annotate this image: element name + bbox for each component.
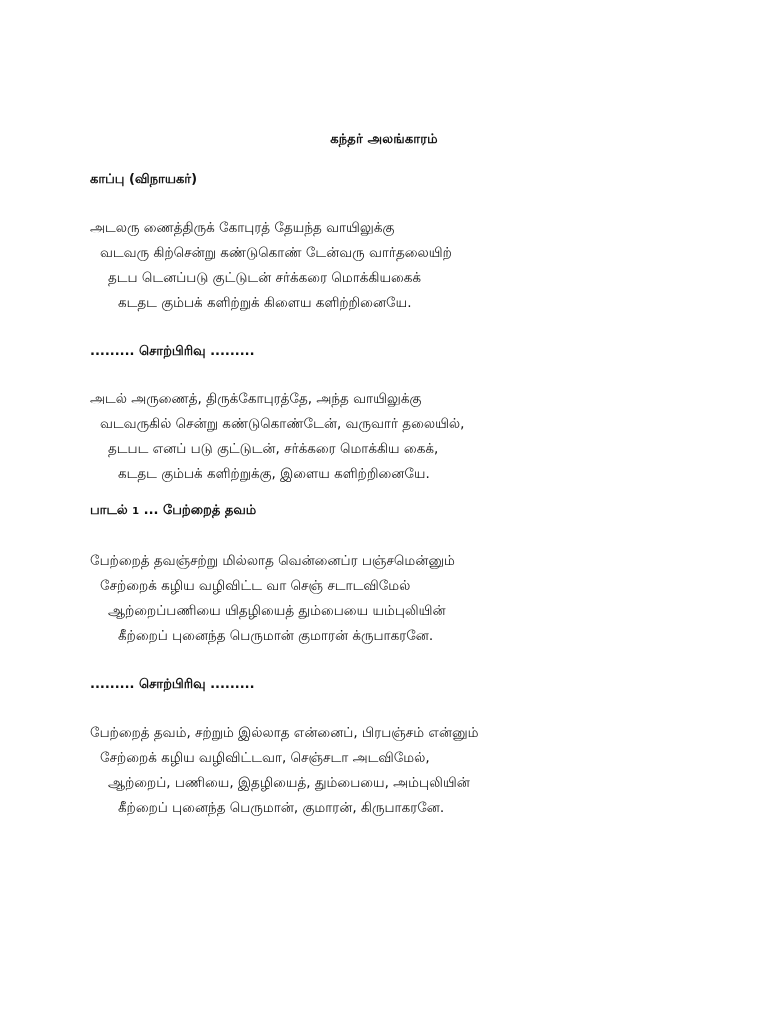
paadal-number: 1 — [132, 506, 140, 517]
verse-line: வடவரு கிற்சென்று கண்டுகொண் டேன்வரு வார்தலையிற் — [100, 245, 452, 261]
verse-line: பேற்றைத் தவஞ்சற்று மில்லாத வென்னைப்ர பஞ்சமென்னும் — [90, 553, 455, 569]
verse-line: கீற்றைப் புனைந்த பெருமான், குமாரன், கிருபாகரனே. — [118, 800, 445, 816]
paadal-1-heading — [90, 503, 256, 519]
paadal-label: பாடல் — [90, 503, 128, 518]
verse-line: ஆற்றைப்பணியை யிதழியைத் தும்பையை யம்புலியின் — [108, 603, 446, 619]
paadal-title: ... பேற்றைத் தவம் — [143, 503, 257, 518]
sorpirivu-heading: ......... சொற்பிரிவு ......... — [90, 677, 255, 692]
verse-line: சேற்றைக் கழிய வழிவிட்டவா, செஞ்சடா அடவிமேல், — [100, 750, 430, 766]
verse-line: சேற்றைக் கழிய வழிவிட்ட வா செஞ் சடாடவிமேல் — [100, 578, 411, 594]
verse-line: பேற்றைத் தவம், சற்றும் இல்லாத என்னைப், பிரபஞ்சம் என்னும் — [90, 725, 479, 741]
verse-line: கீற்றைப் புனைந்த பெருமான் குமாரன் க்ருபாகரனே. — [118, 628, 434, 644]
verse-line: ஆற்றைப், பணியை, இதழியைத், தும்பையை, அம்புலியின் — [108, 775, 470, 791]
verse-line: வடவருகில் சென்று கண்டுகொண்டேன், வருவார் தலையில், — [100, 416, 465, 432]
verse-line: அடலரு ணைத்திருக் கோபுரத் தேயந்த வாயிலுக்கு — [90, 220, 395, 236]
verse-line: கடதட கும்பக் களிற்றுக்கு, இளைய களிற்றினையே. — [118, 466, 430, 482]
verse-line: கடதட கும்பக் களிற்றுக் கிளைய களிற்றினையே. — [118, 295, 412, 311]
kaappu-heading: காப்பு (விநாயகர்) — [90, 172, 198, 187]
verse-line: தடபட எனப் படு குட்டுடன், சர்க்கரை மொக்கிய கைக், — [108, 441, 439, 457]
verse-line: தடப டெனப்படு குட்டுடன் சர்க்கரை மொக்கியகைக் — [108, 270, 422, 286]
verse-line: அடல் அருணைத், திருக்கோபுரத்தே, அந்த வாயிலுக்கு — [90, 391, 422, 407]
page-title: கந்தர் அலங்காரம் — [330, 132, 438, 147]
sorpirivu-heading: ......... சொற்பிரிவு ......... — [90, 344, 255, 359]
